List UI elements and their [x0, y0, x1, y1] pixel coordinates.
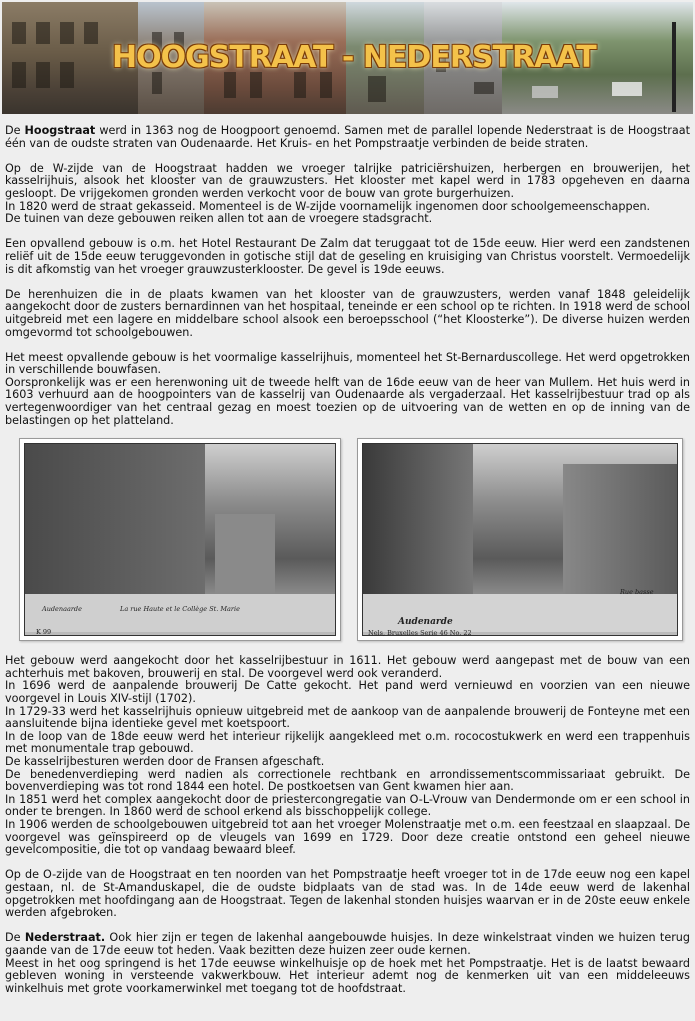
- paragraph: Meest in het oog springend is het 17de eeuwse winkelhuisje op de hoek met het Pompstraatje. Het is de laatst bewaard gebleven woning in versteende vakwerkbouw. Het interieur ademt nog de kenmerken uit van een middeleeuws winkelhuis met grote voorkamerwinkel met toegang tot de hoofdstraat.: [5, 956, 690, 995]
- paragraph: In 1906 werden de schoolgebouwen uitgebreid tot aan het vroeger Molenstraatje met o.m. een feestzaal en slaapzaal. De voorgevel was geïnspireerd op de vleugels van 1699 en 1729. Door deze creatie ontstond een geheel nieuwe gevelcompositie, die tot op vandaag bewaard bleef.: [5, 817, 690, 857]
- postcard-caption: La rue Haute et le Collège St. Marie: [120, 605, 240, 614]
- nederstraat-street-name: Nederstraat.: [24, 931, 106, 945]
- postcard-number: Nels, Bruxelles Serie 46 No. 22: [368, 629, 472, 638]
- nederstraat-text: Ook hier zijn er tegen de lakenhal aangebouwde huisjes. In deze winkelstraat vinden we huizen terug gaande van de 17de eeuw tot heden. Vaak bezitten deze huizen zeer oude kernen.: [5, 931, 690, 957]
- paragraph: De kasselrijbesturen werden door de Fransen afgeschaft.: [5, 755, 325, 768]
- banner-title: HOOGSTRAAT - NEDERSTRAAT: [112, 40, 596, 75]
- paragraph: De herenhuizen die in de plaats kwamen van het klooster van de grauwzusters, werden vanaf 1848 geleidelijk aangekocht door de zusters bernardinnen van het hospitaal, teneinde er een school op te richten. In 1918 werd de school uitgebreid met een lagere en middelbare school alsook een beroepsschool (“het Kloosterke”). De diverse huizen werden omgevormd tot schoolgebouwen.: [5, 287, 690, 339]
- intro-text: werd in 1363 nog de Hoogpoort genoemd. Samen met de parallel lopende Nederstraat is de Hoogstraat één van de oudste straten van Oudenaarde. Het Kruis- en het Pompstraatje verbinden de beide straten.: [5, 124, 690, 150]
- postcard-caption: Audenarde: [398, 617, 453, 628]
- postcard-number: K 99: [36, 628, 52, 637]
- paragraph: Het gebouw werd aangekocht door het kasselrijbestuur in 1611. Het gebouw werd aangepast met de bouw van een achterhuis met bakoven, brouwerij en stal. De voorgevel werd ook veranderd.: [5, 654, 690, 680]
- paragraph: In 1820 werd de straat gekasseid. Momenteel is de W-zijde voornamelijk ingenomen door schoolgemeenschappen.: [5, 199, 651, 213]
- paragraph: Op de W-zijde van de Hoogstraat hadden we vroeger talrijke patriciërshuizen, herbergen en brouwerijen, het kasselrijhuis, alsook het klooster van de grauwzusters. Het klooster met kapel werd in 1783 opgeheven en daarna gesloopt. De vrijgekomen gronden werden verkocht voor de bouw van grote burgerhuizen.: [5, 161, 690, 200]
- header-banner: [2, 2, 693, 114]
- photo-row: [5, 438, 690, 647]
- paragraph: De tuinen van deze gebouwen reiken allen tot aan de vroegere stadsgracht.: [5, 212, 433, 226]
- paragraph: In 1729-33 werd het kasselrijhuis opnieuw uitgebreid met de aankoop van de aanpalende brouwerij de Fonteyne met een aansluitende bijna identieke gevel met koetspoort.: [5, 704, 690, 731]
- intro-paragraph: [5, 125, 690, 150]
- paragraph: Een opvallend gebouw is o.m. het Hotel Restaurant De Zalm dat teruggaat tot de 15de eeuw. Hier werd een zandstenen reliëf uit de 15de eeuw teruggevonden in gotische stijl dat de geseling en kruisiging van Christus voorstelt. Vermoedelijk is dit afkomstig van het vroeger grauwzusterklooster. De gevel is 19de eeuws.: [5, 237, 690, 276]
- intro-street-name: Hoogstraat: [24, 124, 96, 137]
- paragraph: In de loop van de 18de eeuw werd het interieur rijkelijk aangekleed met o.m. rococostukwerk en werd een trappenhuis met monumentale trap gebouwd.: [5, 729, 690, 756]
- article: [0, 125, 695, 995]
- paragraph: Op de O-zijde van de Hoogstraat en ten noorden van het Pompstraatje heeft vroeger tot in de 17de eeuw nog een kapel gestaan, nl. de St-Amanduskapel, die de oudste bidplaats van de stad was. In de 14de eeuw werd de lakenhal opgetrokken met hoofdingang aan de Hoogstraat. Tegen de lakenhal stonden huisjes waarvan er in de 20ste eeuw enkele werden afgebroken.: [5, 868, 690, 920]
- postcard-image: [362, 443, 678, 636]
- postcard-left: [19, 438, 341, 641]
- paragraph: Het meest opvallende gebouw is het voormalige kasselrijhuis, momenteel het St-Bernarduscollege. Het werd opgetrokken in verschillende bouwfasen.: [5, 350, 690, 377]
- paragraph: In 1696 werd de aanpalende brouwerij De Catte gekocht. Het pand werd vernieuwd en voorzien van een nieuwe voorgevel in Louis XIV-stijl (1702).: [5, 679, 690, 706]
- postcard-caption: Audenaarde: [42, 605, 82, 614]
- nederstraat-text: De: [5, 931, 25, 945]
- nederstraat-paragraph: [5, 932, 690, 957]
- paragraph: In 1851 werd het complex aangekocht door de priestercongregatie van O-L-Vrouw van Dendermonde om er een school in onder te brengen. In 1860 werd de school erkend als bisschoppelijk college.: [5, 792, 690, 819]
- paragraph: Oorspronkelijk was er een herenwoning uit de tweede helft van de 16de eeuw van de heer van Mullem. Het huis werd in 1603 verhuurd aan de hoogpointers van de kasselrij van Oudenaarde als vergaderzaal. Het kasselrijbestuur trad op als vertegenwoordiger van het centraal gezag en moest toezien op de uitvoering van de wetten en op de inning van de belastingen op het platteland.: [5, 375, 690, 427]
- intro-text: De: [5, 124, 25, 137]
- paragraph: De benedenverdieping werd nadien als correctionele rechtbank en arrondissementscommissariaat gebruikt. De bovenverdieping was tot rond 1844 een hotel. De postkoetsen van Gent kwamen hier aan.: [5, 767, 690, 794]
- postcard-caption: Rue basse: [620, 588, 654, 597]
- postcard-right: [357, 438, 683, 641]
